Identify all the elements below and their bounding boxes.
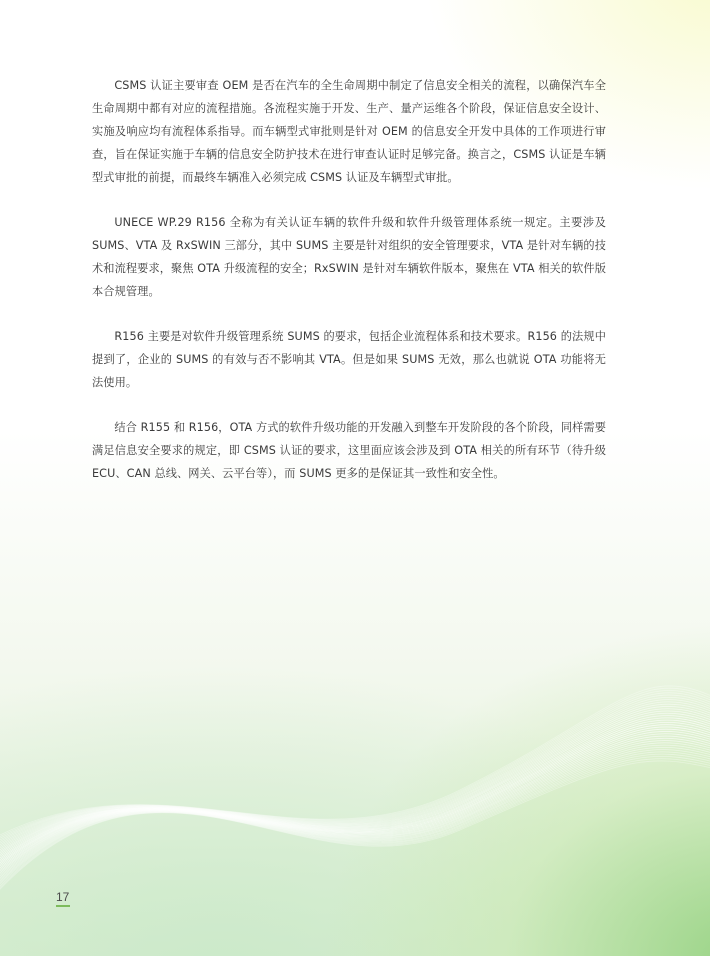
page-number-underline	[56, 905, 70, 907]
paragraph-r156-overview: UNECE WP.29 R156 全称为有关认证车辆的软件升级和软件升级管理体系统一规定。主要涉及 SUMS、VTA 及 RxSWIN 三部分，其中 SUMS 主要是针对组织的安全管理要求，VTA 是针对车辆的技术和流程要求，聚焦 OTA 升级流程的安全；RxSWIN 是针对车辆软件版本，聚焦在 VTA 相关的软件版本合规管理。	[92, 216, 606, 298]
paragraph-csms: CSMS 认证主要审查 OEM 是否在汽车的全生命周期中制定了信息安全相关的流程，以确保汽车全生命周期中都有对应的流程措施。各流程实施于开发、生产、量产运维各个阶段，保证信息安全设计、实施及响应均有流程体系指导。而车辆型式审批则是针对 OEM 的信息安全开发中具体的工作项进行审查，旨在保证实施于车辆的信息安全防护技术在进行审查认证时足够完备。换言之，CSMS 认证是车辆型式审批的前提，而最终车辆准入必须完成 CSMS 认证及车辆型式审批。	[92, 79, 606, 184]
paragraph-r155-r156-ota: 结合 R155 和 R156，OTA 方式的软件升级功能的开发融入到整车开发阶段的各个阶段，同样需要满足信息安全要求的规定，即 CSMS 认证的要求，这里面应该会涉及到 OTA 相关的所有环节（待升级 ECU、CAN 总线、网关、云平台等），而 SUMS 更多的是保证其一致性和安全性。	[92, 421, 606, 480]
wave-line	[0, 759, 710, 899]
document-body	[92, 74, 606, 507]
wave-line	[0, 729, 710, 874]
decorative-wave-lines	[0, 640, 710, 956]
wave-line	[0, 731, 710, 876]
page-number: 17	[56, 890, 70, 904]
paragraph-r156-sums: R156 主要是对软件升级管理系统 SUMS 的要求，包括企业流程体系和技术要求。R156 的法规中提到了，企业的 SUMS 的有效与否不影响其 VTA。但是如果 SUMS 无效，那么也就说 OTA 功能将无法使用。	[92, 330, 606, 389]
